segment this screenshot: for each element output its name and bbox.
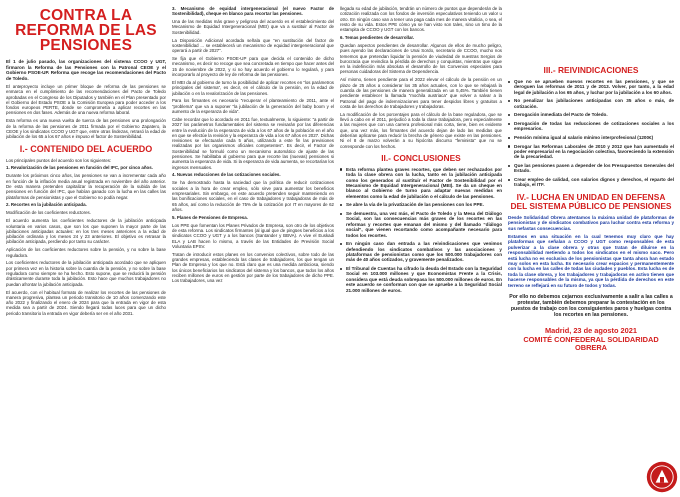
document-title: CONTRA LA REFORMA DE LAS PENSIONES [15, 7, 157, 54]
paragraph: Modificación de los coeficientes reductores. [6, 210, 91, 216]
demands-list [508, 79, 674, 188]
column-2 [172, 0, 334, 497]
subheading: 6. Temas pendientes de desarrollar. [340, 35, 415, 41]
paragraph: Los principales puntos del acuerdo son los siguientes: [6, 157, 112, 163]
paragraph: La modificación de los porcentajes para el cálculo de la base reguladora, que se llevó a cabo en el 2011, perjudicó a toda la clase trabajadora, pero especialmente a las mujeres que con una carrera profesional más corta, tiene, bien es evidente que, una vez más, los firmantes del acuerdo dejan de lado las medidas que deberían aplicarse para reducir la brecha de género que existe en las pensiones. Ni el 8 de marzo volverán a su hipócrita discurso “feminista” que no se corresponde con los hechos. [340, 111, 502, 149]
union-seal-icon [646, 461, 678, 493]
paragraph: Durante los próximos cinco años, las pensiones se van a incrementar cada año en función de la inflación media anual registrada en noviembre del año anterior. De esta manera pretenden capitalizar la recuperación de la subida de las pensiones en función del IPC, que habían ganado con la lucha en las calles las plataformas de pensionistas y que el Gobierno no podía negar. [6, 173, 166, 200]
list-item: Se demuestra, una vez más, el Pacto de Toledo y la Mesa del Diálogo Social, son las consecuencias más graves de los recortes en las reformas y recortes que emanan del mismo y del llamado “diálogo social”, que vienen recortando como acompañante necesario para todos los recortes. [340, 211, 502, 238]
paragraph: Desde Solidaridad Obrera atentamos la máxima unidad de plataformas de pensionistas y de sindicatos combativos para luchar contra esta reforma y sus nefastas consecuencias. [508, 214, 674, 231]
subheading: 2. Recortes en la jubilación anticipada. [6, 202, 87, 208]
section-heading: III.- REIVINDICACIONES [543, 65, 639, 75]
paragraph: Se ha demostrado hasta la saciedad que la política de reducir cotizaciones sociales a la hora de crear empleo, sólo sirve para aumentar los beneficios empresariales. Sin embargo, en este acuerdo pretenden seguir manteniendo en las bonificaciones sociales, en el caso de trabajadores y trabajadoras de más de 65 años, así como la reducción de 75% de la cotización por IT en mayores de 62 años. [172, 180, 334, 212]
list-item: No penalizar las jubilaciones anticipadas con 35 años o más, de cotización. [508, 98, 674, 109]
paragraph: Tratan de introducir estos planes en los convenios colectivos, sobre todo de las grandes empresas, estableciendo las clases de trabajadores, los que tengan un Plan de Empresa y los que no. Está claro que es una medida ambiciosa, siendo los únicos beneficiarios los sindicatos del sistema y los bancos, que todos los años reciben millones de euros en gestión por parte de los trabajadores de dicho PPE. Los trabajadores, una vez [172, 251, 334, 284]
call-to-action: Por ello no debemos cejarnos exclusivamente a salir a las calles a protestar, también debemos preparar la contestación en los puestos de trabajo con los consiguientes paros y huelgas contra los recortes en las pensiones. [509, 294, 673, 319]
column-3 [340, 0, 502, 497]
section-heading: II.- CONCLUSIONES [381, 152, 461, 163]
date-line: Madrid, 23 de agosto 2021 [544, 326, 637, 336]
list-item: El Tribunal de Cuentas ha cifrado la deuda del Estado con la Seguridad Social en 103.000 millones y que Economistas Frente a la Crisis, considera que está deuda sobrepasa los 500.000 millones de euros. En este acuerdo se conforman con que se apruebe a la Seguridad Social 21.000 millones de euros. [340, 266, 502, 293]
column-4 [508, 0, 674, 497]
list-item: En ningún caso dan entrada a las reivindicaciones que venimos defendiendo los sindicatos combativos y las asociaciones y plataformas de pensionistas como que los 500.000 trabajadores con más de 40 años cotizados, y gravemente penalizados. [340, 241, 502, 263]
list-item: Crear empleo de calidad, con salarios dignos y derechos, el reparto del trabajo, el ITF. [508, 177, 674, 188]
section-heading: IV.- LUCHA EN UNIDAD EN DEFENSA DEL SISTEMA PÚBLICO DE PENSIONES [510, 191, 672, 211]
column-1 [6, 0, 166, 497]
subheading: 1. Revalorización de las pensiones en función del IPC, por cinco años. [6, 165, 153, 171]
paragraph: Así mismo, tienen pendiente para el 2022 elevar el cálculo de la pensión en un plazo de 25 años a considerar los 35 años actuales, con lo que se rebajará la cuantía de las pensiones de manera generalizada en un 5,45%. También tienen pendiente establecer la llamada “mochila austriaca” que volver a salvar a la Patronal del pago de indemnizaciones para tener despidos libres y gratuitos a costa de los derechos de trabajadores y trabajadoras. [340, 77, 502, 109]
lead-paragraph: El 1 de julio pasado, las organizaciones del sistema CCOO y UGT, firmaron la Reforma de las Pensiones con la Patronal CEOE y el Gobierno PSOE-UP. Reforma que recoge las recomendaciones del Pacto de Toledo. [6, 59, 166, 81]
paragraph: Los PPE que fomentan los Planes Privados de Empresa, son otro de los objetivos de esta reforma. Los sindicatos firmantes (al igual que de pingües beneficios a los sindicatos CCOO y UGT y a los bancos (Santander y BBVA). A vive el Euskadi ELA y LAB hacen lo mismo, a través de las Entidades de Previsión Social Voluntaria EPSV. [172, 222, 334, 249]
paragraph: El acuerdo aumenta los coeficientes reductores de la jubilación anticipada voluntaria en varios casos, que son los que suponen la mayor parte de las jubilaciones anticipadas actuales: en los tres meses anteriores a la edad de jubilación ordinaria y los meses 24 y 23 anteriores. El objetivo es retrasar la jubilación anticipada, perdiendo por tanto su carácter. [6, 218, 166, 245]
conclusions-list [340, 167, 502, 293]
paragraph: Se fija que el Gobierno PSOE-UP para que decida el contenido de dicho mecanismo, es decir no recoge que sea concretada en tiempo que hacer antes del 15 de noviembre de 2022, y si no hay acuerdo el gobierno lo regulará, y para incorporarlo al proyecto de ley de reforma de las pensiones. [172, 56, 334, 78]
list-item: Se abre la vía de la privatización de las pensiones con los PPE. [340, 202, 502, 207]
list-item: Esta reforma plantea graves recortes, que deben ser rechazados por toda la clase obrera con la lucha, tanto en la jubilación anticipada como los generados al sustituir el Factor de Sostenibilidad por el Mecanismo de Equidad Intergeneracional (MEI). Se da un cheque en blanco al Gobierno de turno para adaptar nuevas medidas en elementos como la edad de jubilación o el cálculo de las pensiones. [340, 167, 502, 199]
paragraph: llegada su edad de jubilación, tendrán un número de puntos que dependerán de la cotización realizada con los fondos de inversión especulativos teniendo un valor u otro. En ningún caso van a tener una paga cada mes de manera vitalicia, o sea, el resto de su vida. Estos PPE cómo ya se han visto son tales, sino un timo de la estampita de CCOO y UGT con los bancos. [340, 6, 502, 33]
list-item: Derogar las Reformas Laborales de 2010 y 2012 que han aumentado el poder empresarial en la negociación colectiva, favoreciendo la extensión de la precariedad. [508, 144, 674, 160]
list-item: Pensión mínima igual al salario mínimo interprofesional (1200€) [508, 135, 674, 140]
paragraph: El anteproyecto incluye un primer bloque de reforma de las pensiones se enmarca en el cumplimiento de las recomendaciones del Pacto de Toledo aprobadas en el Congreso de los Diputados y también en el Plan presentado por el Gobierno del Estado PSOE a la Comisión Europea para poder acceder a los fondos europeos PERTE, donde se comprometía a aplicar recortes en las pensiones en dos fases. Además de una nueva reforma laboral. [6, 84, 166, 116]
list-item: Derogación de todas las reducciones de cotizaciones sociales a los empresarios. [508, 121, 674, 132]
paragraph: Para los firmantes es necesario “recuperar el planteamiento de 2011, ante el “problema” que va a suponer “la jubilación de la generación del baby boom y el aumento de la esperanza de vida”. [172, 98, 334, 115]
subheading: 3. Mecanismo de equidad intergeneracional (el nuevo Factor de Sostenibilidad), cheque en blanco para recortar las pensiones. [172, 6, 334, 17]
list-item: Que las pensiones pasen a depender de los Presupuestos Generales del Estado. [508, 163, 674, 174]
subheading: 4. Nuevas reducciones de las cotizaciones sociales. [172, 172, 281, 178]
section-heading: I.- CONTENIDO DEL ACUERDO [19, 143, 153, 154]
paragraph: Esta reforma es una nueva vuelta de tuerca de las pensiones una prolongación de la reforma de las pensiones de 2011 firmada por el Gobierno Zapatero, la CEOE y los sindicatos CCOO y UGT que, entre otras lindezas, retrasó la edad de jubilación de los 65 a los 67 años e impuso el factor de Sostenibilidad. [6, 118, 166, 140]
paragraph: La Disposición Adicional acordada señala que “en sustitución del factor de sostenibilidad ... se establecerá un mecanismo de equidad intergeneracional que operará a partir de 2027”. [172, 37, 334, 54]
paragraph: Aplicación de los coeficientes reductores sobre la pensión, y no sobre la base reguladora. [6, 247, 166, 258]
list-item: Que no se aprueben nuevos recortes en las pensiones, y que se deroguen las reformas de 2011 y de 2013. Volver, por tanto, a la edad legal de jubilación a los 65 años, y luchar por la jubilación a los 60 años. [508, 79, 674, 95]
paragraph: Cabe recordar que lo acordado en 2011 fue, textualmente, lo siguiente: “a partir de 2027 los parámetros fundamentales del sistema se revisarán por las diferencias entre la evolución de la esperanza de vida a los 67 años de la población en el año en que se efectúe la revisión y la esperanza de vida a los 67 años en 2027. Dichas revisiones se efectuarán cada 5 años, utilizando a este fin las previsiones realizadas por los organismos oficiales competentes”. Es decir, el Factor de Sostenibilidad se formuló como un mecanismo automático de ajuste de las pensiones. Se habilitaba al gobierno para que recorte las (nuevas) pensiones si aumenta la esperanza de vida. Si la esperanza de vida aumenta, se recortarían los ingresos mensuales. [172, 116, 334, 170]
signature: COMITÉ CONFEDERAL SOLIDARIDAD OBRERA [523, 335, 659, 353]
paragraph: Quedan aspectos pendientes de desarrollar. Algunos de ellos de mucho peligro, pues ayendo las declaraciones de Unai Sordo, secretario de CCOO, mucho nos tememos que pretendan liquidar la pensión de viudedad de nuestras Sergios de burocracia que revindica la pérdida de derechos y conquistas, mientras que sigue en la indefinición más absoluta el desarrollo de los Convenios especiales para personas cuidadoras del Sistema de Dependencia. [340, 42, 502, 75]
list-item: Derogación inmediata del Pacto de Toledo. [508, 112, 674, 117]
paragraph: Estamos en una situación en la cual tenemos muy claro que hay plataformas que señalan a CCOO y UGT como responsables de esta pulverizar a la clase obrera y otras que tratan de diluirse en la responsabilidad metiendo a todos los sindicatos en el mismo saco. Pero está lucha no es exclusiva de los pensionistas que tanta ahora han estado muy solos en esta lucha. Es necesario crear espacios y permanentemente con la lucha en las calles de todas las ciudades y pueblos. Esta lucha es de toda la clase obrera, y los trabajadores y trabajadoras en activo tienen que hacerse responsables de la misma, ya que la pérdida de derechos en este terreno se reflejará en su futuro de todos y todas. [508, 234, 674, 288]
subheading: 5. Planes de Pensiones de Empresa. [172, 214, 248, 220]
paragraph: El acuerdo, con el habitual formato de realizar los recortes de las pensiones de manera progresiva, plantea un periodo transitorio de 10 años comenzando este año 2022 y finalizando el enero de 2024 para que la entrada en vigor de esta medida sea a partir de 2024. Siendo llegará todas luces para que un dicho periodo transitorio la entrada en vigor debería ser en el año 2031. [6, 289, 166, 316]
paragraph: Los coeficientes reductores de la jubilación anticipada acordado que se apliquen por primera vez en la historia sobre la cuantía de la pensión, y no sobre la base reguladora como siempre se ha hecho. Esto supone, que se reducirá la pensión drásticamente durante toda la jubilación. Esto hace que muchos trabajadores no puedan afrontar la jubilación anticipada. [6, 260, 166, 287]
paragraph: Una de las medidas más grave y peligrosa del acuerdo es el establecimiento del Mecanismo de Equidad Intergeneracional (MEI) que va a sustituir al Factor de Sostenibilidad. [172, 19, 334, 35]
paragraph: El MEI da al gobierno de turno la posibilidad de aplicar recortes en “los parámetros principales del sistema”, es decir, en el cálculo de la pensión, en la edad de jubilación o en la revalorización de las pensiones. [172, 79, 334, 96]
